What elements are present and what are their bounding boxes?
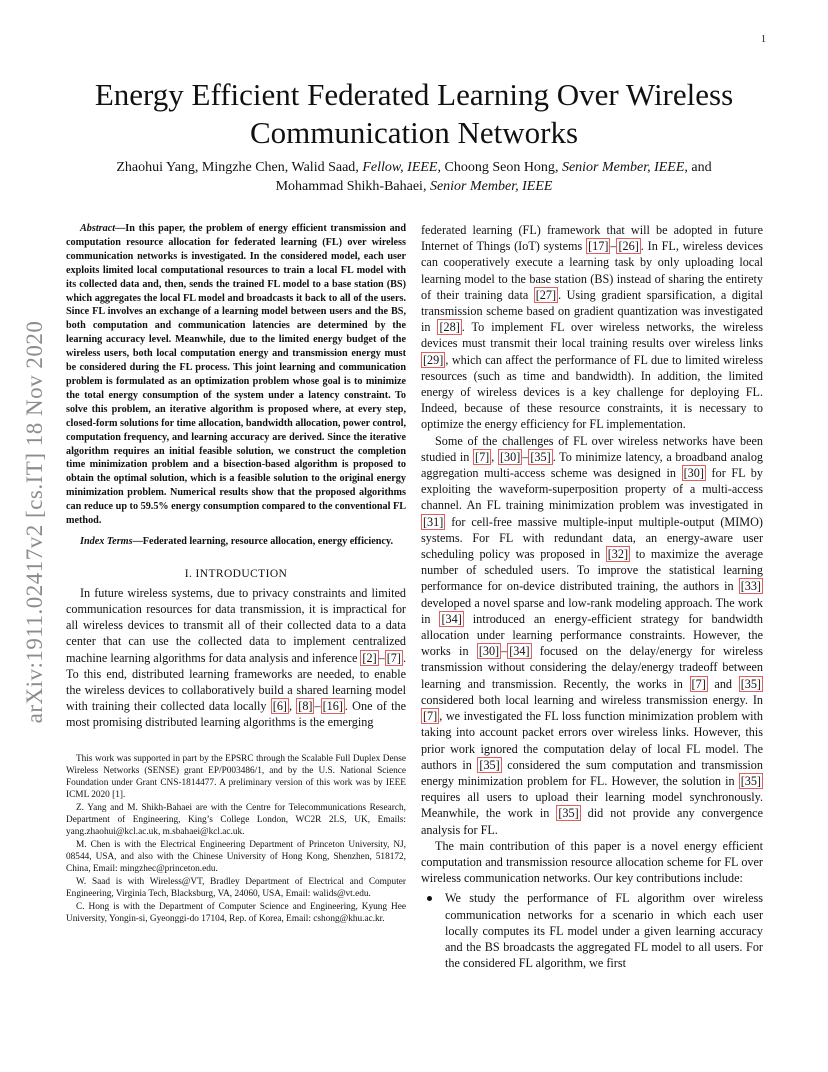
paper-title: Energy Efficient Federated Learning Over Wireless Communication Networks xyxy=(94,77,734,150)
arxiv-side-stamp xyxy=(22,262,48,782)
author-name: Mingzhe Chen xyxy=(201,160,285,175)
text-run: considered both local learning and wireless transmission energy. In xyxy=(421,692,763,707)
citation-link[interactable]: [6] xyxy=(272,699,287,714)
text-run: introduced an energy-efficient strategy for bandwidth allocation under learning performance constraints. However, the works in xyxy=(421,611,763,659)
citation-link[interactable]: [30] xyxy=(478,644,500,659)
text-run: , xyxy=(491,449,498,464)
abstract-text: —In this paper, the problem of energy efficient transmission and computation resource allocation for federated learning (FL) over wireless communication networks is investigated. In the considered model, each user exploits limited local computational resources to train a local FL model with its collected data and, then, sends the trained FL model to a base station (BS) which aggregates the local FL model and broadcasts it back to all of the users. Since FL involves an exchange of a learning model between users and the BS, both computation and communication latencies are determined by the learning accuracy level. Meanwhile, due to the limited energy budget of the wireless users, both local computation energy and transmission energy must be considered during the FL process. This joint learning and communication problem is formulated as an optimization problem whose goal is to minimize the total energy consumption of the system under a latency constraint. To solve this problem, an iterative algorithm is proposed where, at every step, closed-form solutions for time allocation, bandwidth allocation, power control, computation frequency, and learning accuracy are derived. Since the iterative algorithm requires an initial feasible solution, we construct the completion time minimization problem and a bisection-based algorithm is proposed to obtain the optimal solution, which is a feasible solution to the original energy minimization problem. Numerical results show that the proposed algorithms can reduce up to 59.5% energy consumption compared to the conventional FL method. xyxy=(66,223,406,527)
contribution-item xyxy=(421,890,763,971)
index-terms-text: —Federated learning, resource allocation, energy efficiency. xyxy=(132,535,394,547)
body-paragraph xyxy=(421,838,763,887)
text-run: developed a novel sparse and low-rank modeling approach. The work in xyxy=(421,595,763,626)
text-run: , which can affect the performance of FL due to limited wireless resources (such as time and bandwidth). In addition, the limited energy of wireless devices is a key challenge for deploying FL. Indeed, because of these resource constraints, it is necessary to optimize the energy efficiency for FL implementation. xyxy=(421,352,763,432)
citation-link[interactable]: [7] xyxy=(423,709,438,724)
author-name: Mohammad Shikh-Bahaei xyxy=(275,179,423,194)
index-terms xyxy=(66,535,406,549)
text-run: – xyxy=(314,699,321,714)
text-run: In future wireless systems, due to privacy constraints and limited communication resources for data transmission, it is impractical for all wireless devices to transmit all of their collected data to a data center that can use the collected data to implement centralized machine learning algorithms for data analysis and inference xyxy=(66,585,406,665)
contribution-list xyxy=(421,890,763,971)
citation-link[interactable]: [35] xyxy=(740,676,761,691)
body-paragraph xyxy=(421,433,763,838)
text-run: . One of the most promising distributed learning algorithms is the emerging xyxy=(66,699,406,730)
text-run: did not provide any convergence analysis for FL. xyxy=(421,806,764,837)
author-affiliation: Senior Member, IEEE xyxy=(561,160,685,175)
abstract xyxy=(66,222,406,528)
author-name: Zhaohui Yang xyxy=(116,160,195,175)
citation-link[interactable]: [7] xyxy=(691,676,706,691)
text-run: , xyxy=(288,699,297,714)
contribution-text: We study the performance of FL algorithm over wireless communication networks for a scenario in which each user locally computes its FL model under a given learning accuracy and the BS broadcasts the aggregated FL model to all users. For the considered FL algorithm, we first xyxy=(445,891,763,971)
text-run: – xyxy=(501,644,508,659)
author-affiliation: Fellow, IEEE xyxy=(362,160,438,175)
section-heading: I. INTRODUCTION xyxy=(184,567,288,580)
citation-link[interactable]: [30] xyxy=(499,449,521,464)
text-run: federated learning (FL) framework that will be adopted in future Internet of Things (IoT) systems xyxy=(421,223,763,254)
index-terms-lead: Index Terms xyxy=(80,535,133,547)
footnote: M. Chen is with the Electrical Engineering Department of Princeton University, NJ, 08544, USA, and also with the Chinese University of Hong Kong, Shenzhen, 518172, China, Email: mingzhec@princeton.edu. xyxy=(66,839,406,874)
footnote: This work was supported in part by the EPSRC through the Scalable Full Duplex Dense Wireless Networks (SENSE) grant EP/P003486/1, and by the U.S. National Science Foundation under Grant CNS-1814477. A preliminary version of this work was by IEEE ICML 2020 [1]. xyxy=(66,753,406,800)
text-run: for FL by exploiting the waveform-superposition property of a multi-access channel. An FL training minimization problem was investigated in xyxy=(421,466,763,513)
citation-link[interactable]: [27] xyxy=(535,287,557,302)
text-run: considered the sum computation and transmission energy minimization problem for FL. However, the solution in xyxy=(421,757,763,788)
citation-link[interactable]: [7] xyxy=(475,449,490,464)
author-name: Choong Seon Hong xyxy=(444,160,555,175)
text-run: focused on the delay/energy for wireless transmission without considering the delay/energy tradeoff between learning and transmission. Recently, the works in xyxy=(421,644,763,691)
text-run: – xyxy=(610,239,617,254)
text-run: to maximize the average number of scheduled users. To improve the statistical learning performance for on-device distributed training, the authors in xyxy=(421,547,763,594)
footnote: W. Saad is with Wireless@VT, Bradley Department of Electrical and Computer Engineering, Virginia Tech, Blacksburg, VA, 24060, USA, Email: walids@vt.edu. xyxy=(66,876,406,899)
author-list: Zhaohui Yang, Mingzhe Chen, Walid Saad, Fellow, IEEE, Choong Seon Hong, Senior Member, IEEE, and Mohammad Shikh-Bahaei, Senior Member, IEEE xyxy=(116,160,712,194)
citation-link[interactable]: [32] xyxy=(607,547,629,562)
text-run: , we investigated the FL loss function minimization problem with taking into account packet errors over wireless links. However, this prior work ignored the computation delay of local FL model. The authors in xyxy=(421,709,763,772)
citation-link[interactable]: [17] xyxy=(588,239,609,254)
citation-link[interactable]: [35] xyxy=(530,449,551,464)
citation-link[interactable]: [28] xyxy=(439,320,460,335)
citation-link[interactable]: [7] xyxy=(386,650,401,665)
intro-paragraph xyxy=(66,585,406,731)
text-run: . To implement FL over wireless networks, the wireless devices must transmit their local training results over wireless links xyxy=(421,320,763,351)
author-affiliation: Senior Member, IEEE xyxy=(429,179,553,194)
citation-link[interactable]: [35] xyxy=(740,773,761,788)
right-column xyxy=(421,222,763,971)
text-run: Some of the challenges of FL over wireless networks have been studied in xyxy=(421,433,763,464)
abstract-lead: Abstract xyxy=(80,223,116,234)
text-run: requires all users to upload their learning model synchronously. Meanwhile, the work in xyxy=(421,790,763,821)
footnotes xyxy=(66,753,406,925)
text-run: and xyxy=(707,676,739,691)
text-run: The main contribution of this paper is a novel energy efficient computation and transmission resource allocation scheme for FL over wireless communication networks. Our key contributions include: xyxy=(421,838,763,886)
citation-link[interactable]: [30] xyxy=(683,466,704,481)
arxiv-identifier: arXiv:1911.02417v2 [cs.IT] 18 Nov 2020 xyxy=(22,320,47,724)
bullet-icon xyxy=(427,896,432,901)
citation-link[interactable]: [31] xyxy=(423,514,444,529)
text-run: – xyxy=(522,449,529,464)
left-column xyxy=(66,222,406,926)
body-paragraph xyxy=(421,222,763,433)
citation-link[interactable]: [35] xyxy=(479,757,500,772)
footnote: Z. Yang and M. Shikh-Bahaei are with the Centre for Telecommunications Research, Department of Engineering, King’s College London, WC2R 2LS, UK, Emails: yang.zhaohui@kcl.ac.uk, m.sbahaei@kcl.ac.uk. xyxy=(66,802,406,837)
author-name: Walid Saad xyxy=(291,160,356,175)
citation-link[interactable]: [29] xyxy=(423,352,444,367)
page-number: 1 xyxy=(761,34,766,45)
citation-link[interactable]: [34] xyxy=(509,644,530,659)
citation-link[interactable]: [26] xyxy=(618,239,639,254)
text-run: . In FL, wireless devices can cooperatively execute a learning task by only uploading local learning model to the base station (BS) instead of sharing the entirety of their training data xyxy=(421,239,764,302)
citation-link[interactable]: [2] xyxy=(362,650,377,665)
citation-link[interactable]: [34] xyxy=(441,611,462,626)
text-run: . Using gradient sparsification, a digital transmission scheme based on gradient quantization was investigated in xyxy=(421,287,763,335)
footnote: C. Hong is with the Department of Computer Science and Engineering, Kyung Hee University, Yongin-si, Gyeonggi-do 17104, Rep. of Korea, Email: cshong@khu.ac.kr. xyxy=(66,901,406,924)
citation-link[interactable]: [8] xyxy=(298,699,313,714)
text-run: . To minimize latency, a broadband analog aggregation multi-access scheme was designed in xyxy=(421,449,764,481)
citation-link[interactable]: [35] xyxy=(558,806,579,821)
text-run: – xyxy=(378,650,385,665)
citation-link[interactable]: [33] xyxy=(740,579,761,594)
text-run: . To this end, distributed learning frameworks are needed, to enable the wireless devices to collaboratively build a shared learning model with training their collected data locally xyxy=(66,650,406,714)
text-run: for cell-free massive multiple-input multiple-output (MIMO) systems. For FL with redundant data, an energy-aware user scheduling policy was proposed in xyxy=(421,514,763,562)
citation-link[interactable]: [16] xyxy=(322,699,343,714)
right-column-body xyxy=(421,222,763,886)
